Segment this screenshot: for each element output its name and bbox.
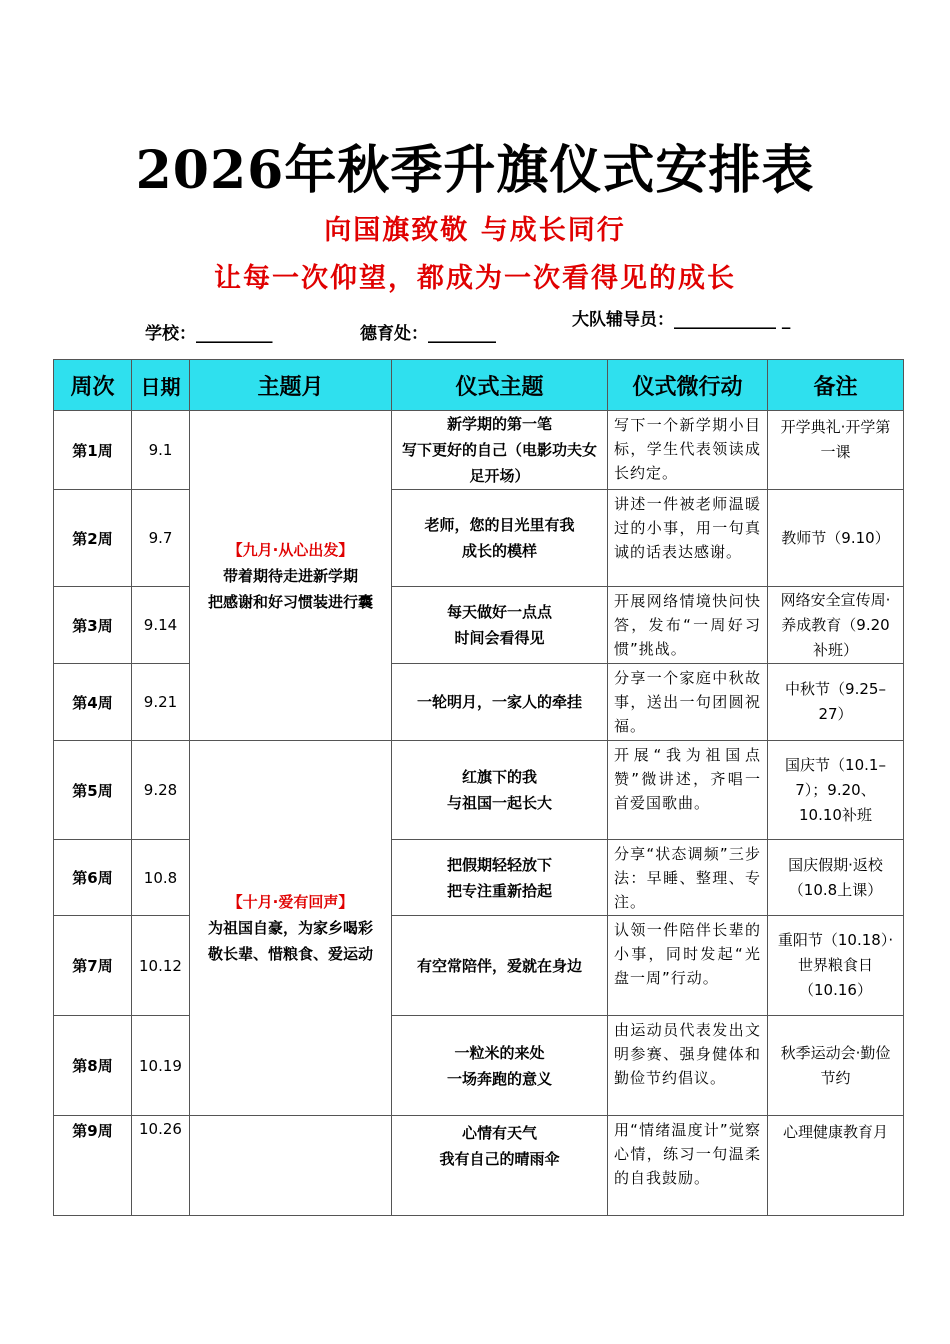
school-field: 学校：_________ <box>145 324 273 344</box>
note-cell: 教师节（9.10） <box>768 490 904 587</box>
date-cell: 10.12 <box>132 916 190 1016</box>
table-row <box>54 741 904 840</box>
month-theme-cell <box>190 741 392 1116</box>
theme-line: 成长的模样 <box>461 542 537 560</box>
table-row <box>54 411 904 490</box>
table-row <box>54 916 904 1016</box>
theme-line: 一轮明月，一家人的牵挂 <box>416 693 582 711</box>
week-cell: 第7周 <box>54 916 132 1016</box>
table-header-row <box>54 360 904 411</box>
table-row <box>54 1116 904 1216</box>
theme-line: 有空常陪伴，爱就在身边 <box>416 956 582 975</box>
action-cell: 分享“状态调频”三步法：早睡、整理、专注。 <box>608 840 768 916</box>
theme-line: 每天做好一点点 <box>446 603 552 621</box>
week-cell: 第5周 <box>54 741 132 840</box>
theme-line: 一粒米的来处 <box>454 1043 545 1062</box>
date-cell: 10.8 <box>132 840 190 916</box>
theme-cell <box>392 741 608 840</box>
action-cell: 由运动员代表发出文明参赛、强身健体和勤俭节约倡议。 <box>608 1016 768 1116</box>
week-cell: 第9周 <box>54 1116 132 1216</box>
theme-line: 一场奔跑的意义 <box>446 1069 552 1088</box>
theme-cell <box>392 664 608 741</box>
theme-cell <box>392 411 608 490</box>
week-cell: 第8周 <box>54 1016 132 1116</box>
note-cell: 秋季运动会·勤俭节约 <box>768 1016 904 1116</box>
table-row <box>54 840 904 916</box>
date-cell: 9.21 <box>132 664 190 741</box>
action-cell: 写下一个新学期小目标，学生代表领读成长约定。 <box>608 411 768 490</box>
note-cell: 国庆假期·返校（10.8上课） <box>768 840 904 916</box>
header-note: 备注 <box>768 360 904 411</box>
month-heading: 【十月·爱有回声】 <box>227 893 354 911</box>
week-cell: 第3周 <box>54 587 132 664</box>
theme-cell <box>392 916 608 1016</box>
action-cell: 开展网络情境快问快答，发布“一周好习惯”挑战。 <box>608 587 768 664</box>
theme-line: 新学期的第一笔 <box>446 415 552 433</box>
week-cell: 第2周 <box>54 490 132 587</box>
theme-line: 心情有天气 <box>461 1124 537 1142</box>
date-cell: 9.14 <box>132 587 190 664</box>
week-cell: 第6周 <box>54 840 132 916</box>
theme-cell <box>392 587 608 664</box>
month-theme-cell <box>190 411 392 741</box>
schedule-table <box>53 359 904 1216</box>
month-line: 为祖国自豪，为家乡喝彩 <box>207 919 373 937</box>
theme-line: 写下更好的自己（电影功夫女足开场） <box>401 441 597 485</box>
date-cell: 9.28 <box>132 741 190 840</box>
month-line: 把感谢和好习惯装进行囊 <box>207 592 373 611</box>
header-ceremony-theme: 仪式主题 <box>392 360 608 411</box>
table-row <box>54 490 904 587</box>
note-cell: 中秋节（9.25–27） <box>768 664 904 741</box>
action-cell: 分享一个家庭中秋故事，送出一句团圆祝福。 <box>608 664 768 741</box>
theme-line: 把假期轻轻放下 <box>446 855 552 874</box>
date-cell: 9.7 <box>132 490 190 587</box>
moral-office-field: 德育处：________ <box>360 324 496 344</box>
subtitle-slogan: 向国旗致敬 与成长同行 <box>324 215 626 246</box>
theme-cell <box>392 1116 608 1216</box>
header-date: 日期 <box>132 360 190 411</box>
table-row <box>54 587 904 664</box>
theme-line: 红旗下的我 <box>461 768 537 786</box>
theme-cell <box>392 1016 608 1116</box>
action-cell: 认领一件陪伴长辈的小事，同时发起“光盘一周”行动。 <box>608 916 768 1016</box>
note-cell: 国庆节（10.1–7）；9.20、10.10补班 <box>768 741 904 840</box>
table-row <box>54 1016 904 1116</box>
action-cell: 开展“我为祖国点赞”微讲述，齐唱一首爱国歌曲。 <box>608 741 768 840</box>
header-month-theme: 主题月 <box>190 360 392 411</box>
theme-line: 老师，您的目光里有我 <box>424 516 575 534</box>
date-cell: 10.26 <box>132 1116 190 1216</box>
week-cell: 第4周 <box>54 664 132 741</box>
header-micro-action: 仪式微行动 <box>608 360 768 411</box>
month-heading: 【九月·从心出发】 <box>227 540 354 559</box>
theme-line: 我有自己的晴雨伞 <box>439 1150 560 1168</box>
date-cell: 10.19 <box>132 1016 190 1116</box>
note-cell: 心理健康教育月 <box>768 1116 904 1216</box>
date-cell: 9.1 <box>132 411 190 490</box>
month-theme-cell-empty <box>190 1116 392 1216</box>
header-week: 周次 <box>54 360 132 411</box>
week-cell: 第1周 <box>54 411 132 490</box>
table-row <box>54 664 904 741</box>
theme-cell <box>392 490 608 587</box>
theme-line: 时间会看得见 <box>454 629 545 647</box>
theme-cell <box>392 840 608 916</box>
month-line: 带着期待走进新学期 <box>222 566 358 585</box>
note-cell: 重阳节（10.18）·世界粮食日（10.16） <box>768 916 904 1016</box>
theme-line: 与祖国一起长大 <box>446 794 552 812</box>
page-title: 2026年秋季升旗仪式安排表 <box>135 140 815 201</box>
counselor-field: 大队辅导员：____________ _ <box>572 310 791 330</box>
action-cell: 用“情绪温度计”觉察心情，练习一句温柔的自我鼓励。 <box>608 1116 768 1216</box>
month-line: 敬长辈、惜粮食、爱运动 <box>207 945 373 963</box>
note-cell: 开学典礼·开学第一课 <box>768 411 904 490</box>
subtitle-motto: 让每一次仰望，都成为一次看得见的成长 <box>214 263 736 294</box>
note-cell: 网络安全宣传周·养成教育（9.20补班） <box>768 587 904 664</box>
theme-line: 把专注重新拾起 <box>446 881 552 900</box>
action-cell: 讲述一件被老师温暖过的小事，用一句真诚的话表达感谢。 <box>608 490 768 587</box>
